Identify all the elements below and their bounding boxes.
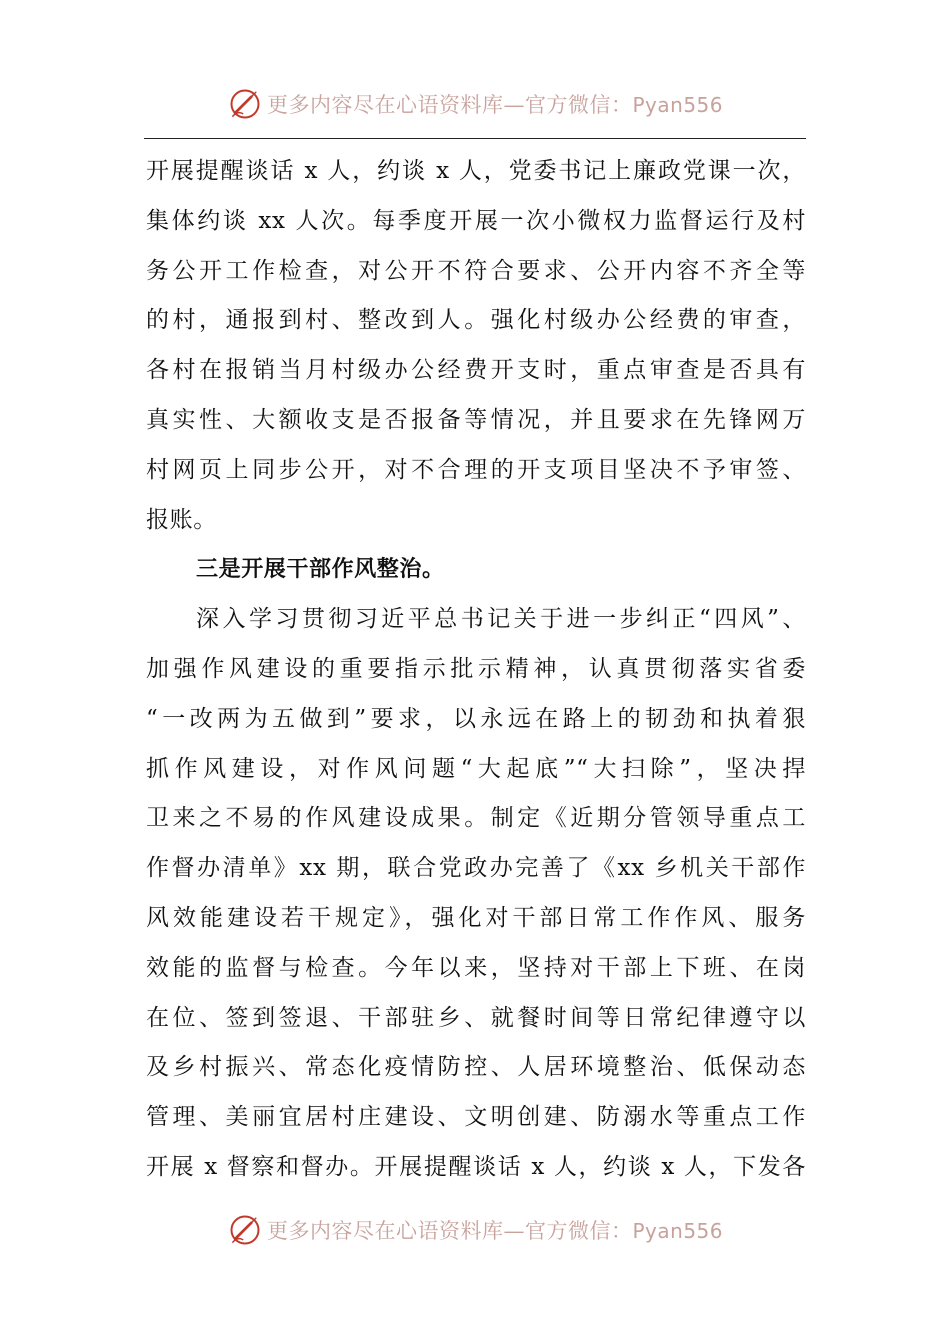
header-divider (144, 138, 806, 139)
pen-logo-icon (227, 86, 263, 122)
text-line: 及乡村振兴、常态化疫情防控、人居环境整治、低保动态 (146, 1054, 806, 1081)
footer-watermark (0, 1210, 950, 1250)
text-line: 报账。 (146, 506, 217, 533)
header-watermark (0, 84, 950, 124)
text-line: 各村在报销当月村级办公经费开支时，重点审查是否具有 (146, 357, 806, 384)
watermark-text (267, 1215, 723, 1245)
text-line: 管理、美丽宜居村庄建设、文明创建、防溺水等重点工作 (146, 1104, 806, 1131)
section-heading: 三是开展干部作风整治。 (196, 557, 445, 583)
text-line: 集体约谈 xx 人次。每季度开展一次小微权力监督运行及村 (146, 207, 806, 234)
watermark-label: 更多内容尽在心语资料库—官方微信： (266, 93, 633, 117)
text-line: 加强作风建设的重要指示批示精神，认真贯彻落实省委 (146, 655, 806, 682)
text-line: 卫来之不易的作风建设成果。制定《近期分管领导重点工 (146, 805, 806, 832)
text-line: 深入学习贯彻习近平总书记关于进一步纠正“四风”、 (196, 606, 806, 633)
text-line: 的村，通报到村、整改到人。强化村级办公经费的审查， (146, 307, 806, 334)
document-body (146, 147, 806, 1193)
text-line: 村网页上同步公开，对不合理的开支项目坚决不予审签、 (146, 456, 806, 483)
text-line: 务公开工作检查，对公开不符合要求、公开内容不齐全等 (146, 257, 806, 284)
watermark-handle: Pyan556 (632, 1219, 723, 1243)
text-line: 开展提醒谈话 x 人，约谈 x 人，党委书记上廉政党课一次， (146, 158, 806, 184)
text-line: 开展 x 督察和督办。开展提醒谈话 x 人，约谈 x 人，下发各 (146, 1153, 806, 1180)
text-line: 效能的监督与检查。今年以来，坚持对干部上下班、在岗 (146, 954, 806, 981)
watermark-text (267, 89, 723, 119)
watermark-label: 更多内容尽在心语资料库—官方微信： (266, 1219, 633, 1243)
watermark-handle: Pyan556 (632, 93, 723, 117)
text-line: 在位、签到签退、干部驻乡、就餐时间等日常纪律遵守以 (146, 1004, 806, 1031)
text-line: 抓作风建设，对作风问题“大起底”“大扫除”，坚决捍 (146, 755, 806, 782)
text-line: “一改两为五做到”要求，以永远在路上的韧劲和执着狠 (146, 705, 806, 732)
text-line: 风效能建设若干规定》，强化对干部日常工作作风、服务 (146, 904, 806, 931)
pen-logo-icon (227, 1212, 263, 1248)
text-line: 作督办清单》xx 期，联合党政办完善了《xx 乡机关干部作 (146, 855, 806, 882)
text-line: 真实性、大额收支是否报备等情况，并且要求在先锋网万 (146, 406, 806, 433)
